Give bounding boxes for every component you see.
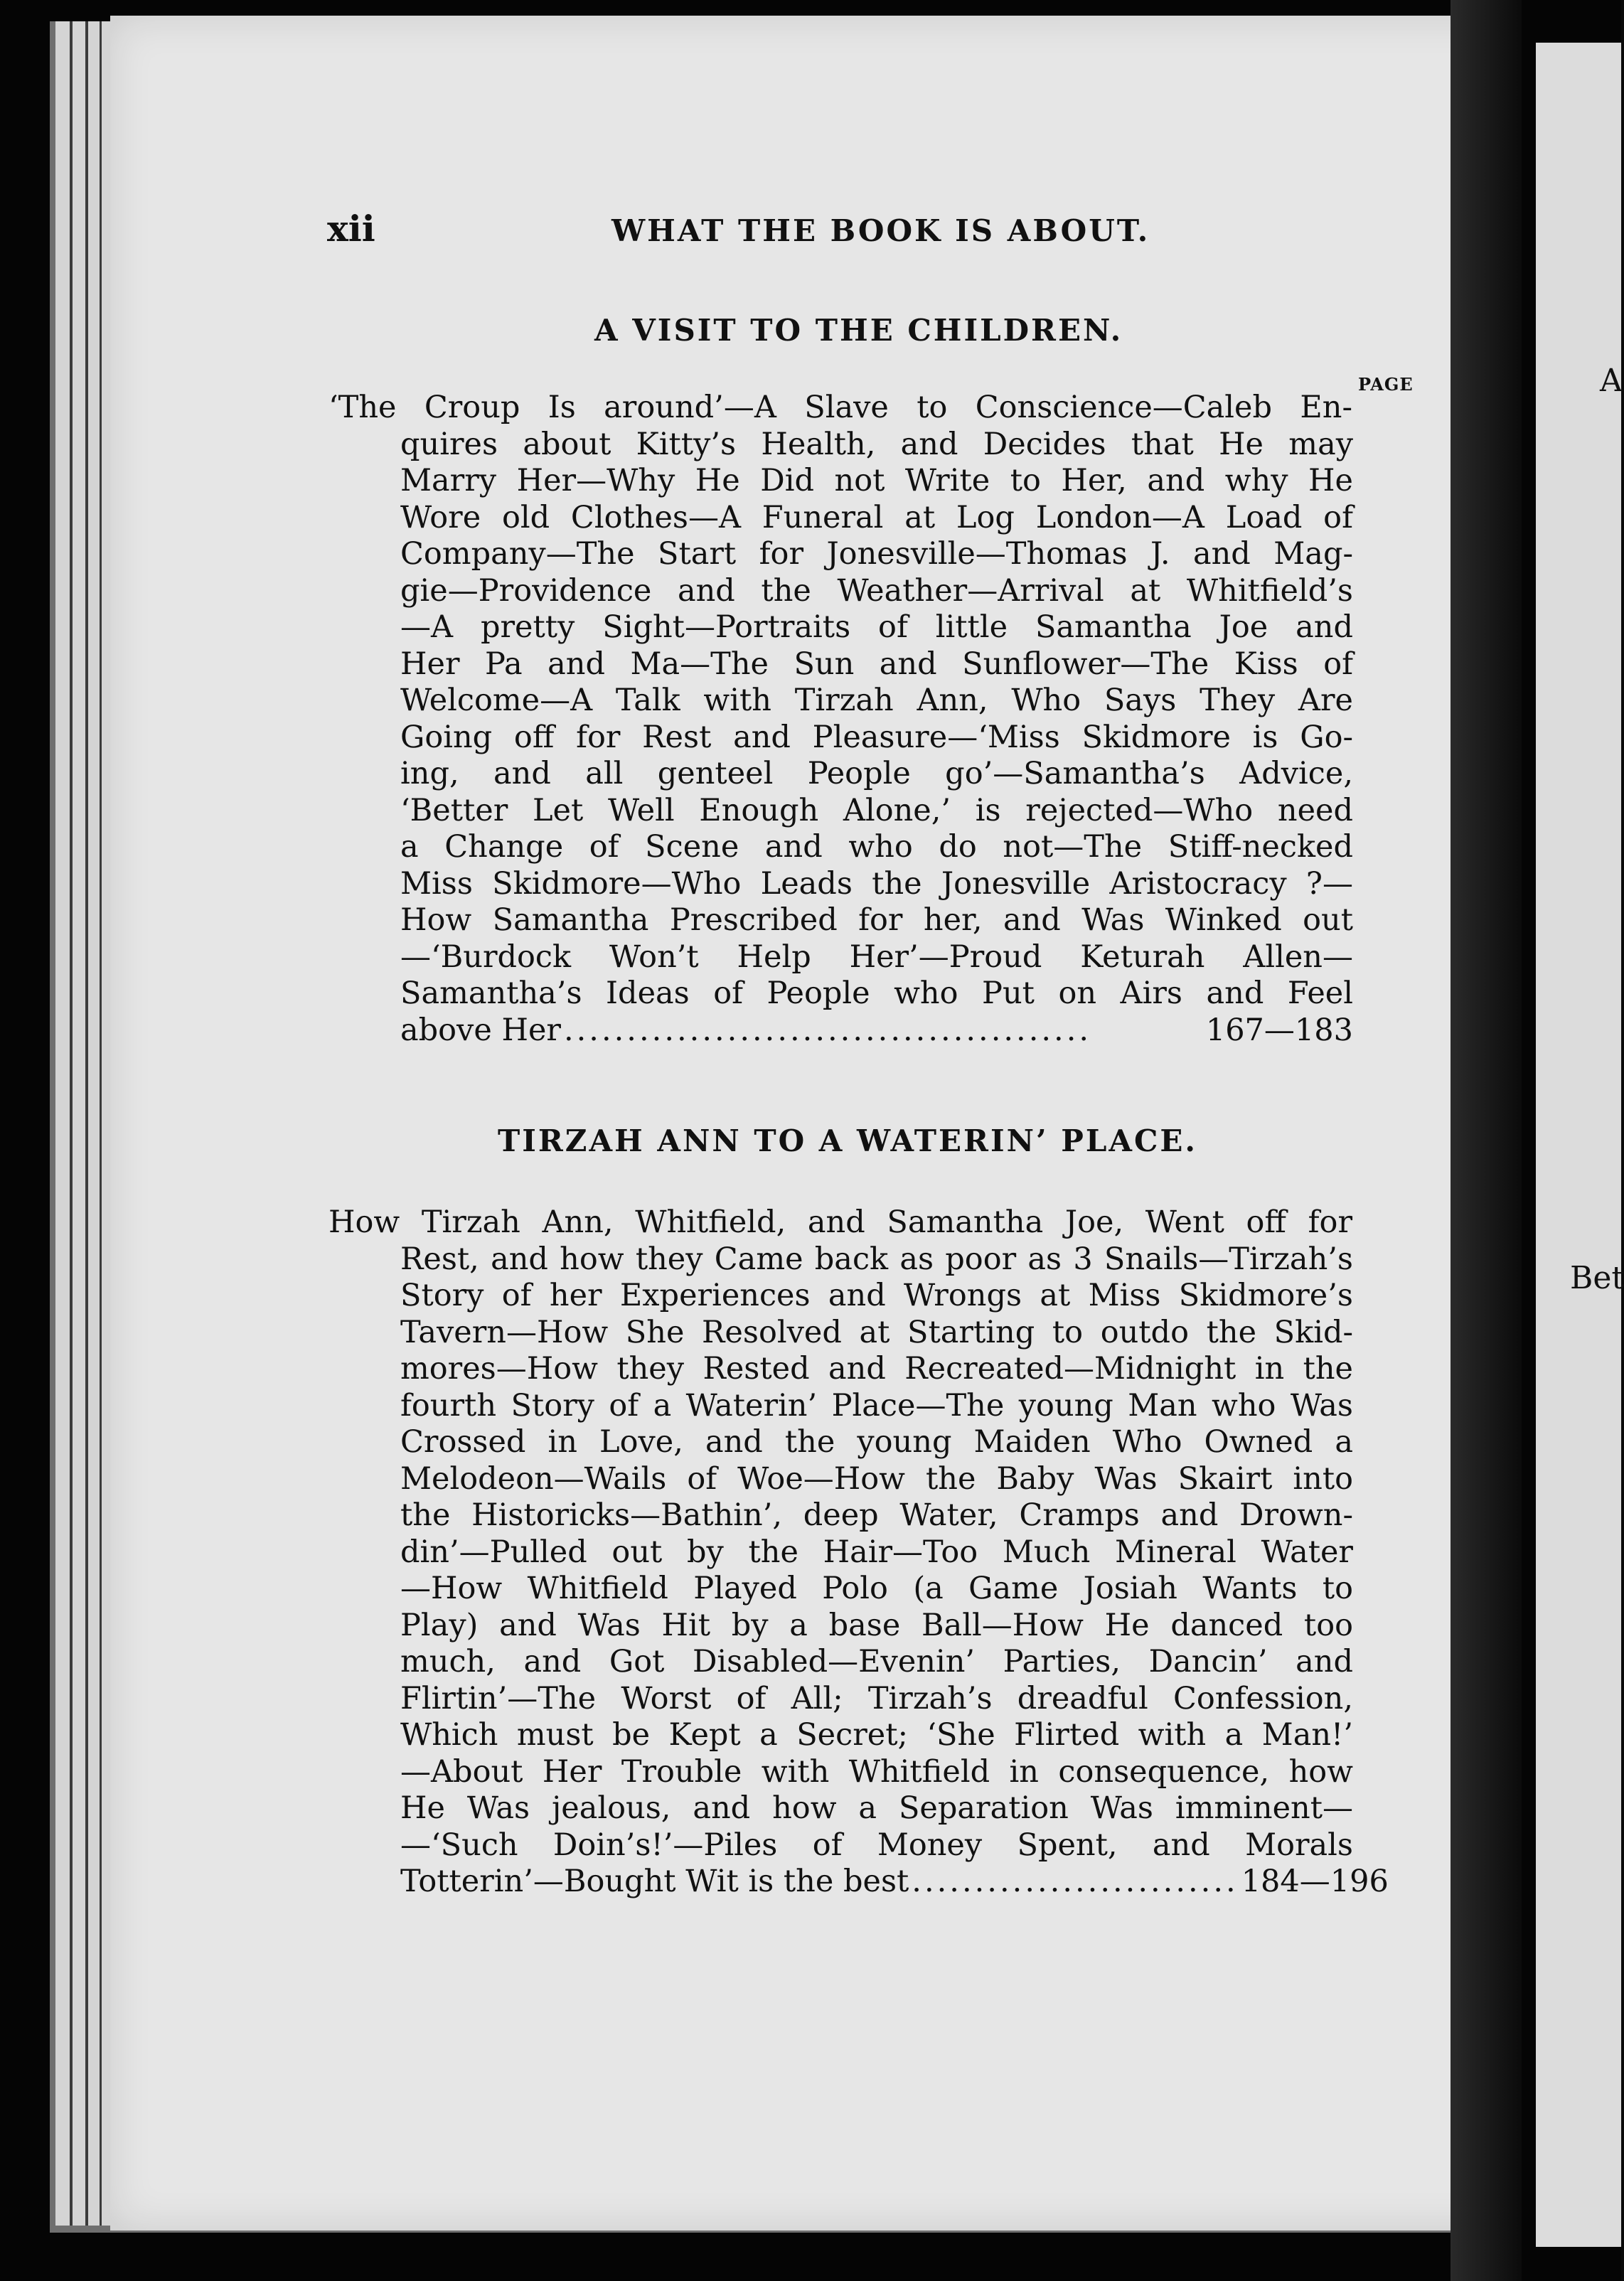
summary-last-line	[329, 1013, 1353, 1049]
summary-line: Samantha’s Ideas of People who Put on Airs and Feel	[400, 976, 1353, 1011]
summary-line: —About Her Trouble with Whitfield in consequence, how	[400, 1753, 1353, 1790]
summary-line: How Tirzah Ann, Whitfield, and Samantha Joe, Went off for	[328, 1204, 1352, 1240]
summary-line: Flirtin’—The Worst of All; Tirzah’s dreadful Confession,	[400, 1680, 1353, 1716]
summary-line: Story of her Experiences and Wrongs at Miss Skidmore’s	[400, 1278, 1353, 1313]
dot-leader: ..........................................	[563, 1012, 1092, 1048]
summary-line: He Was jealous, and how a Separation Was imminent—	[400, 1790, 1353, 1826]
summary-line: Totterin’—Bought Wit is the best	[400, 1864, 909, 1899]
summary-line: mores—How they Rested and Recreated—Midnight in the	[400, 1351, 1353, 1387]
summary-line: Rest, and how they Came back as poor as 3 Snails—Tirzah’s	[400, 1241, 1353, 1277]
page-range: 184—196	[1241, 1864, 1389, 1899]
chapter-summary	[329, 390, 1353, 1049]
summary-line: —‘Such Doin’s!’—Piles of Money Spent, and Morals	[400, 1827, 1353, 1863]
summary-line: Tavern—How She Resolved at Starting to outdo the Skid-	[400, 1314, 1353, 1350]
summary-line: —A pretty Sight—Portraits of little Samantha Joe and	[400, 609, 1353, 645]
summary-line: gie—Providence and the Weather—Arrival at Whitfield’s	[400, 572, 1353, 609]
summary-line: ‘Better Let Well Enough Alone,’ is rejected—Who need	[400, 792, 1353, 828]
running-head	[327, 208, 1436, 265]
summary-line: —How Whitfield Played Polo (a Game Josiah Wants to	[400, 1571, 1353, 1606]
summary-line: ing, and all genteel People go’—Samantha’s Advice,	[400, 756, 1353, 791]
book-gutter	[1451, 0, 1522, 2281]
page-range: 167—183	[1205, 1012, 1353, 1048]
summary-line: a Change of Scene and who do not—The Stiff-necked	[400, 829, 1353, 865]
summary-line: Going off for Rest and Pleasure—‘Miss Skidmore is Go-	[400, 719, 1353, 755]
summary-line: quires about Kitty’s Health, and Decides that He may	[400, 426, 1353, 462]
summary-line: Melodeon—Wails of Woe—How the Baby Was Skairt into	[400, 1460, 1353, 1497]
running-title: WHAT THE BOOK IS ABOUT.	[611, 213, 1150, 248]
summary-line: fourth Story of a Waterin’ Place—The young Man who Was	[400, 1387, 1353, 1423]
summary-line: above Her	[400, 1012, 561, 1048]
summary-line: Wore old Clothes—A Funeral at Log London—A Load of	[400, 499, 1353, 535]
summary-line: Play) and Was Hit by a base Ball—How He danced too	[400, 1607, 1353, 1643]
page-edge	[55, 21, 73, 2226]
page-edge	[73, 21, 88, 2226]
summary-line: Her Pa and Ma—The Sun and Sunflower—The Kiss of	[400, 646, 1353, 682]
summary-line: din’—Pulled out by the Hair—Too Much Mineral Water	[400, 1534, 1353, 1570]
facing-page	[1536, 43, 1624, 2247]
section-title: TIRZAH ANN TO A WATERIN’ PLACE.	[498, 1123, 1198, 1158]
summary-line: —‘Burdock Won’t Help Her’—Proud Keturah Allen—	[400, 939, 1353, 975]
summary-line: Which must be Kept a Secret; ‘She Flirted with a Man!’	[400, 1717, 1353, 1753]
summary-line: Miss Skidmore—Who Leads the Jonesville Aristocracy ?—	[400, 865, 1353, 902]
summary-line: Welcome—A Talk with Tirzah Ann, Who Says They Are	[400, 683, 1353, 718]
page-column-label: PAGE	[1358, 374, 1414, 395]
summary-line: the Historicks—Bathin’, deep Water, Cramps and Drown-	[400, 1497, 1353, 1533]
summary-line: Crossed in Love, and the young Maiden Who Owned a	[400, 1424, 1353, 1460]
facing-page-fragment: Bet	[1570, 1260, 1624, 1296]
summary-line: Company—The Start for Jonesville—Thomas J. and Mag-	[400, 536, 1353, 572]
dot-leader: ..........................	[912, 1864, 1239, 1899]
facing-page-fragment: A	[1600, 363, 1623, 399]
page-edge	[88, 21, 102, 2226]
page-number: xii	[327, 208, 375, 250]
summary-line: Marry Her—Why He Did not Write to Her, and why He	[400, 463, 1353, 498]
summary-last-line	[329, 1864, 1389, 1901]
chapter-summary	[328, 1204, 1389, 1901]
summary-line: much, and Got Disabled—Evenin’ Parties, Dancin’ and	[400, 1644, 1353, 1679]
summary-line: ‘The Croup Is around’—A Slave to Conscience—Caleb En-	[328, 390, 1352, 425]
summary-line: How Samantha Prescribed for her, and Was Winked out	[400, 902, 1353, 938]
section-title: A VISIT TO THE CHILDREN.	[594, 313, 1123, 348]
